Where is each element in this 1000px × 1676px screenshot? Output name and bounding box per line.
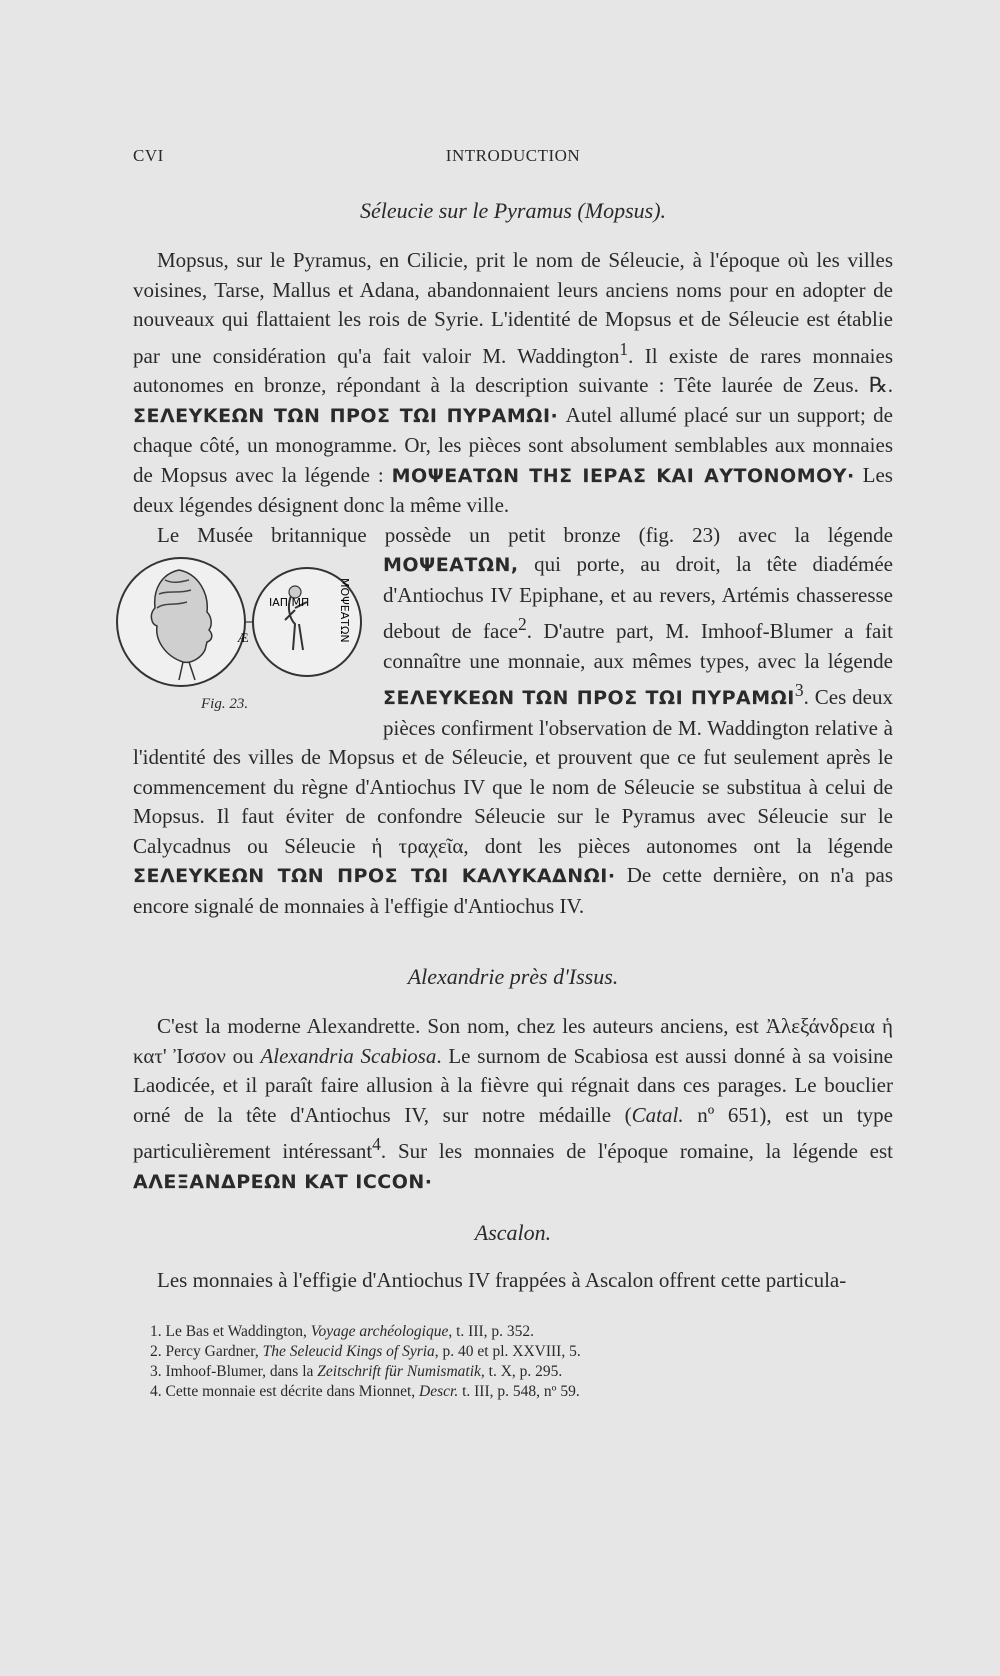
- footnote-ref: 4: [372, 1134, 381, 1154]
- footnote-text: t. III, p. 548, nº 59.: [458, 1383, 580, 1400]
- page-number: CVI: [133, 146, 164, 165]
- greek-legend: ΑΛΕΞΑΝΔΡΕΩΝ ΚΑΤ ΙCCΟΝ·: [133, 1170, 433, 1193]
- greek-legend: ΣΕΛΕΥΚΕΩΝ ΤΩΝ ΠΡΟΣ ΤΩΙ ΠΥΡΑΜΩΙ: [383, 687, 795, 709]
- paragraph-text: . D'autre part, M. Imhoof-Blumer a fait connaître une monnaie, aux mêmes types, avec la légende: [383, 619, 893, 673]
- paragraph-text: Le Musée britannique possède un petit bronze (fig. 23) avec la légende: [157, 522, 893, 547]
- footnote-ref: 3: [794, 680, 804, 700]
- paragraph: [133, 1266, 893, 1296]
- footnote: [150, 1382, 880, 1402]
- footnote-title: The Seleucid Kings of Syria: [262, 1343, 435, 1360]
- footnote-text: Cette monnaie est décrite dans Mionnet,: [165, 1383, 420, 1400]
- coin-figure: [109, 550, 371, 730]
- footnote-number: 2.: [150, 1343, 162, 1360]
- section-body-seleucie: [133, 246, 893, 921]
- footnote-ref: 2: [517, 614, 527, 634]
- footnote: [150, 1362, 880, 1382]
- paragraph-text: . Sur les monnaies de l'époque romaine, la légende est: [380, 1139, 893, 1163]
- section-title-ascalon: Ascalon.: [474, 1220, 552, 1245]
- section-body-ascalon: [133, 1266, 893, 1296]
- paragraph-text: De cette dernière, on n'a pas encore signalé de monnaies à l'effigie d'Antiochus IV.: [133, 863, 893, 918]
- italic-text: Catal.: [631, 1102, 684, 1127]
- coin-illustration: [109, 550, 371, 700]
- footnote-text: Imhoof-Blumer, dans la: [165, 1363, 318, 1380]
- figure-caption: Fig. 23.: [201, 696, 249, 712]
- greek-legend: ΣΕΛΕΥΚΕΩΝ ΤΩΝ ΠΡΟΣ ΤΩΙ ΚΑΛΥΚΑΔΝΩΙ·: [133, 865, 616, 887]
- footnote-text: t. X, p. 295.: [484, 1363, 563, 1380]
- obverse-coin: [117, 558, 245, 686]
- paragraph-text: . Il existe de rares monnaies autonomes en bronze, répondant à la description suivante : Tête laurée de Zeus. ℞.: [133, 343, 893, 397]
- section-title-seleucie: Séleucie sur le Pyramus (Mopsus).: [359, 198, 667, 223]
- running-title: INTRODUCTION: [445, 146, 581, 165]
- paragraph-text: Autel allumé placé sur un support; de chaque côté, un monogramme. Or, les pièces sont absolument semblables aux monnaies de Mopsus avec la légende :: [133, 402, 894, 487]
- reverse-legend: ΜΟΨΕΑΤΩΝ: [338, 578, 351, 643]
- footnote-number: 4.: [150, 1383, 162, 1400]
- coin-mark: Æ: [237, 630, 249, 645]
- greek-legend: ΜΟΨΕΑΤΩΝ ΤΗΣ ΙΕΡΑΣ ΚΑΙ ΑΥΤΟΝΟΜΟΥ·: [391, 464, 855, 487]
- footnote-text: , p. 40 et pl. XXVIII, 5.: [434, 1343, 581, 1360]
- greek-legend: ΜΟΨΕΑΤΩΝ,: [383, 554, 519, 576]
- footnote-title: Zeitschrift für Numismatik,: [317, 1363, 485, 1380]
- paragraph: [133, 246, 893, 521]
- footnote-title: Descr.: [419, 1383, 459, 1400]
- paragraph-text: Les deux légendes désignent donc la même ville.: [133, 462, 893, 517]
- paragraph: [133, 521, 893, 922]
- paragraph-text: nº 651), est un type particulièrement intéressant: [133, 1102, 893, 1163]
- footnotes: [150, 1322, 880, 1402]
- footnote-text: Percy Gardner,: [165, 1343, 263, 1360]
- italic-text: Alexandria Scabiosa: [260, 1043, 437, 1068]
- monogram: ΙΑΠ ΜΠ: [269, 596, 310, 609]
- paragraph: [133, 1012, 893, 1197]
- paragraph-text: Les monnaies à l'effigie d'Antiochus IV frappées à Ascalon offrent cette particula-: [157, 1268, 847, 1292]
- footnote-number: 1.: [150, 1323, 162, 1340]
- paragraph-text: C'est la moderne Alexandrette. Son nom, chez les auteurs anciens, est Ἀλεξάνδρεια ἡ κατ' Ἰσσον ou: [133, 1014, 893, 1068]
- paragraph-text: . Ces deux pièces confirment l'observation de M. Waddington relative à l'identité des villes de Mopsus et de Séleucie, et prouvent que ce fut seulement après le commencement du règne d'Antiochus IV que le nom de Séleucie se substitua à celui de Mopsus. Il faut éviter de confondre Séleucie sur le Pyramus avec Séleucie sur le Calycadnus ou Séleucie ἡ τραχεῖα, dont les pièces autonomes ont la légende: [133, 685, 893, 858]
- paragraph-text: . Le surnom de Scabiosa est aussi donné à sa voisine Laodicée, et il paraît faire allusion à la fièvre qui régnait dans ces parages. Le bouclier orné de la tête d'Antiochus IV, sur notre médaille (: [133, 1043, 893, 1127]
- greek-legend: ΣΕΛΕΥΚΕΩΝ ΤΩΝ ΠΡΟΣ ΤΩΙ ΠΥΡΑΜΩΙ·: [133, 404, 559, 427]
- footnote-title: Voyage archéologique: [310, 1323, 449, 1340]
- paragraph-text: qui porte, au droit, la tête diadémée d'Antiochus IV Epiphane, et au revers, Artémis chasseresse debout de face: [383, 552, 893, 643]
- section-title-alexandrie: Alexandrie près d'Issus.: [407, 964, 619, 989]
- footnote: [150, 1322, 880, 1342]
- footnote-number: 3.: [150, 1363, 162, 1380]
- section-body-alexandrie: [133, 1012, 893, 1197]
- footnote-ref: 1: [619, 338, 629, 359]
- footnote: [150, 1342, 880, 1362]
- footnote-text: , t. III, p. 352.: [448, 1323, 535, 1340]
- reverse-coin: [253, 568, 361, 676]
- footnote-text: Le Bas et Waddington,: [165, 1323, 311, 1340]
- running-head: [133, 146, 893, 170]
- paragraph-text: Mopsus, sur le Pyramus, en Cilicie, prit le nom de Séleucie, à l'époque où les villes voisines, Tarse, Mallus et Adana, abandonnaient leurs anciens noms pour en adopter de nouveaux qui flattaient les rois de Syrie. L'identité de Mopsus et de Séleucie est établie par une considération qu'a fait valoir M. Waddington: [133, 248, 893, 368]
